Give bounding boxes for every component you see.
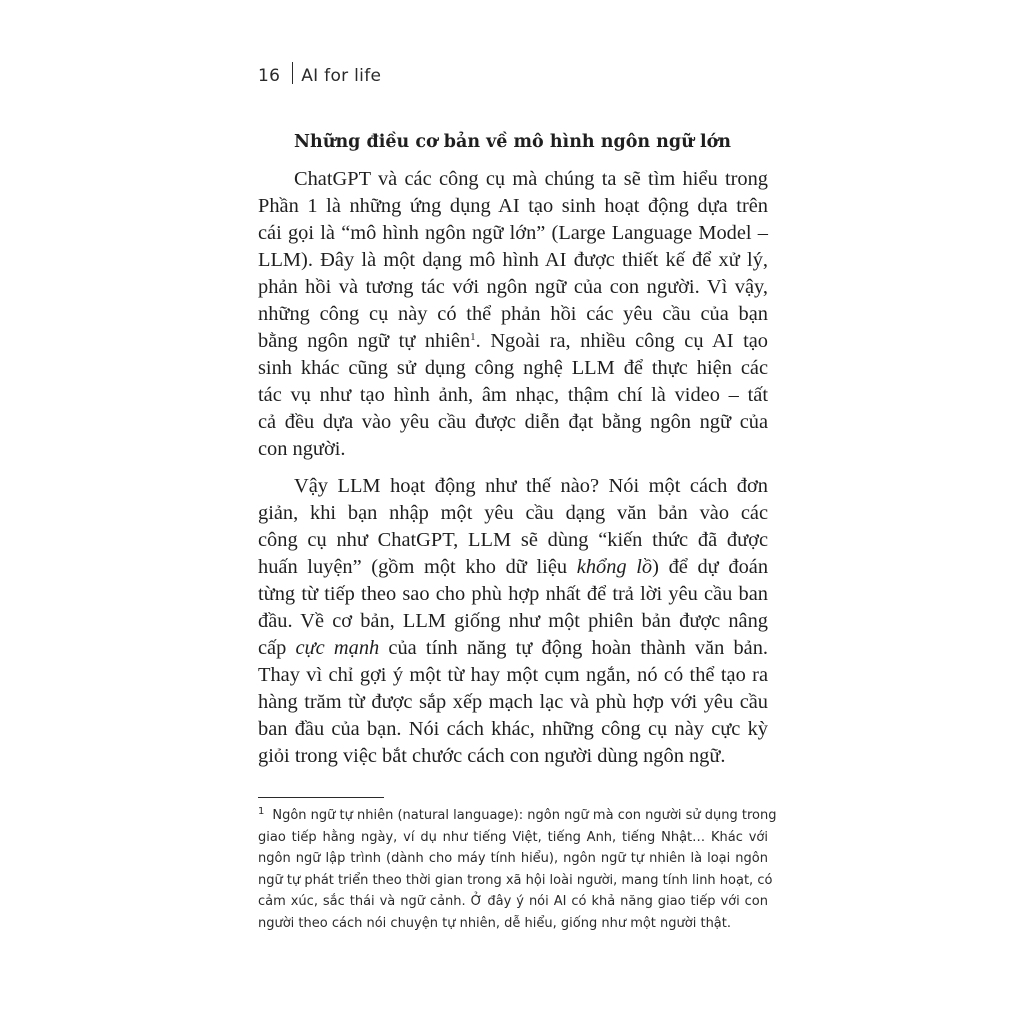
footnote-separator: [258, 797, 384, 798]
emphasis-text: khổng lồ: [576, 556, 653, 578]
text-segment: cấp: [258, 637, 296, 659]
text-line: con người.: [258, 438, 346, 460]
footnote-line: ngôn ngữ lập trình (dành cho máy tính hiểu), ngôn ngữ tự nhiên là loại ngôn: [258, 851, 768, 866]
text-line: giỏi trong việc bắt chước cách con người dùng ngôn ngữ.: [258, 745, 726, 767]
text-line: Phần 1 là những ứng dụng AI tạo sinh hoạt động dựa trên: [258, 195, 768, 217]
text-line: Vậy LLM hoạt động như thế nào? Nói một cách đơn: [294, 475, 768, 497]
book-title: AI for life: [301, 66, 382, 86]
text-line: LLM). Đây là một dạng mô hình AI được thiết kế để xử lý,: [258, 249, 768, 271]
text-line: [258, 328, 768, 355]
text-line: từng từ tiếp theo sao cho phù hợp nhất để trả lời yêu cầu ban: [258, 583, 768, 605]
text-segment: của tính năng tự động hoàn thành văn bản.: [379, 637, 769, 659]
text-segment: bằng ngôn ngữ tự nhiên: [258, 330, 471, 352]
footnote-line: người theo cách nói chuyện tự nhiên, dễ hiểu, giống như một người thật.: [258, 915, 732, 931]
paragraph-1: [258, 166, 768, 463]
header-divider: [292, 62, 293, 84]
paragraph-2: [258, 473, 768, 770]
text-line: công cụ như ChatGPT, LLM sẽ dùng “kiến thức đã được: [258, 529, 768, 551]
text-line: hàng trăm từ được sắp xếp mạch lạc và phù hợp với yêu cầu: [258, 691, 768, 713]
text-line: đầu. Về cơ bản, LLM giống như một phiên bản được nâng: [258, 610, 768, 632]
text-line: [258, 635, 768, 662]
text-segment: ) để dự đoán: [652, 556, 769, 578]
footnote-line: cảm xúc, sắc thái và ngữ cảnh. Ở đây ý nói AI có khả năng giao tiếp với con: [258, 894, 768, 909]
text-line: giản, khi bạn nhập một yêu cầu dạng văn bản vào các: [258, 502, 768, 524]
text-line: sinh khác cũng sử dụng công nghệ LLM để thực hiện các: [258, 357, 768, 379]
footnote-reference[interactable]: 1: [470, 331, 476, 343]
footnote-line: ngữ tự phát triển theo thời gian trong xã hội loài người, mang tính linh hoạt, có: [258, 872, 773, 888]
footnote-line: giao tiếp hằng ngày, ví dụ như tiếng Việt, tiếng Anh, tiếng Nhật… Khác với: [258, 829, 768, 845]
text-line: [258, 554, 768, 581]
text-line: ChatGPT và các công cụ mà chúng ta sẽ tìm hiểu trong: [294, 168, 768, 190]
running-header: [258, 62, 381, 90]
text-line: cái gọi là “mô hình ngôn ngữ lớn” (Large Language Model –: [258, 222, 768, 244]
page-number: 16: [258, 66, 281, 86]
text-line: Thay vì chỉ gợi ý một từ hay một cụm ngắn, nó có thể tạo ra: [258, 664, 768, 686]
footnote-line: [258, 801, 777, 827]
text-segment: . Ngoài ra, nhiều công cụ AI tạo: [475, 330, 768, 352]
footnote: [258, 801, 777, 934]
text-line: phản hồi và tương tác với ngôn ngữ của con người. Vì vậy,: [258, 276, 768, 298]
text-segment: huấn luyện” (gồm một kho dữ liệu: [258, 556, 577, 578]
text-line: ban đầu của bạn. Nói cách khác, những công cụ này cực kỳ: [258, 718, 768, 740]
emphasis-text: cực mạnh: [295, 637, 380, 659]
text-line: những công cụ này có thể phản hồi các yêu cầu của bạn: [258, 303, 768, 325]
text-segment: Ngôn ngữ tự nhiên (natural language): ngôn ngữ mà con người sử dụng trong: [272, 808, 777, 823]
footnote-marker: 1: [258, 806, 265, 817]
text-line: cả đều dựa vào yêu cầu được diễn đạt bằng ngôn ngữ của: [258, 411, 768, 433]
text-line: tác vụ như tạo hình ảnh, âm nhạc, thậm chí là video – tất: [258, 384, 768, 406]
section-heading: Những điều cơ bản về mô hình ngôn ngữ lớn: [294, 132, 731, 152]
